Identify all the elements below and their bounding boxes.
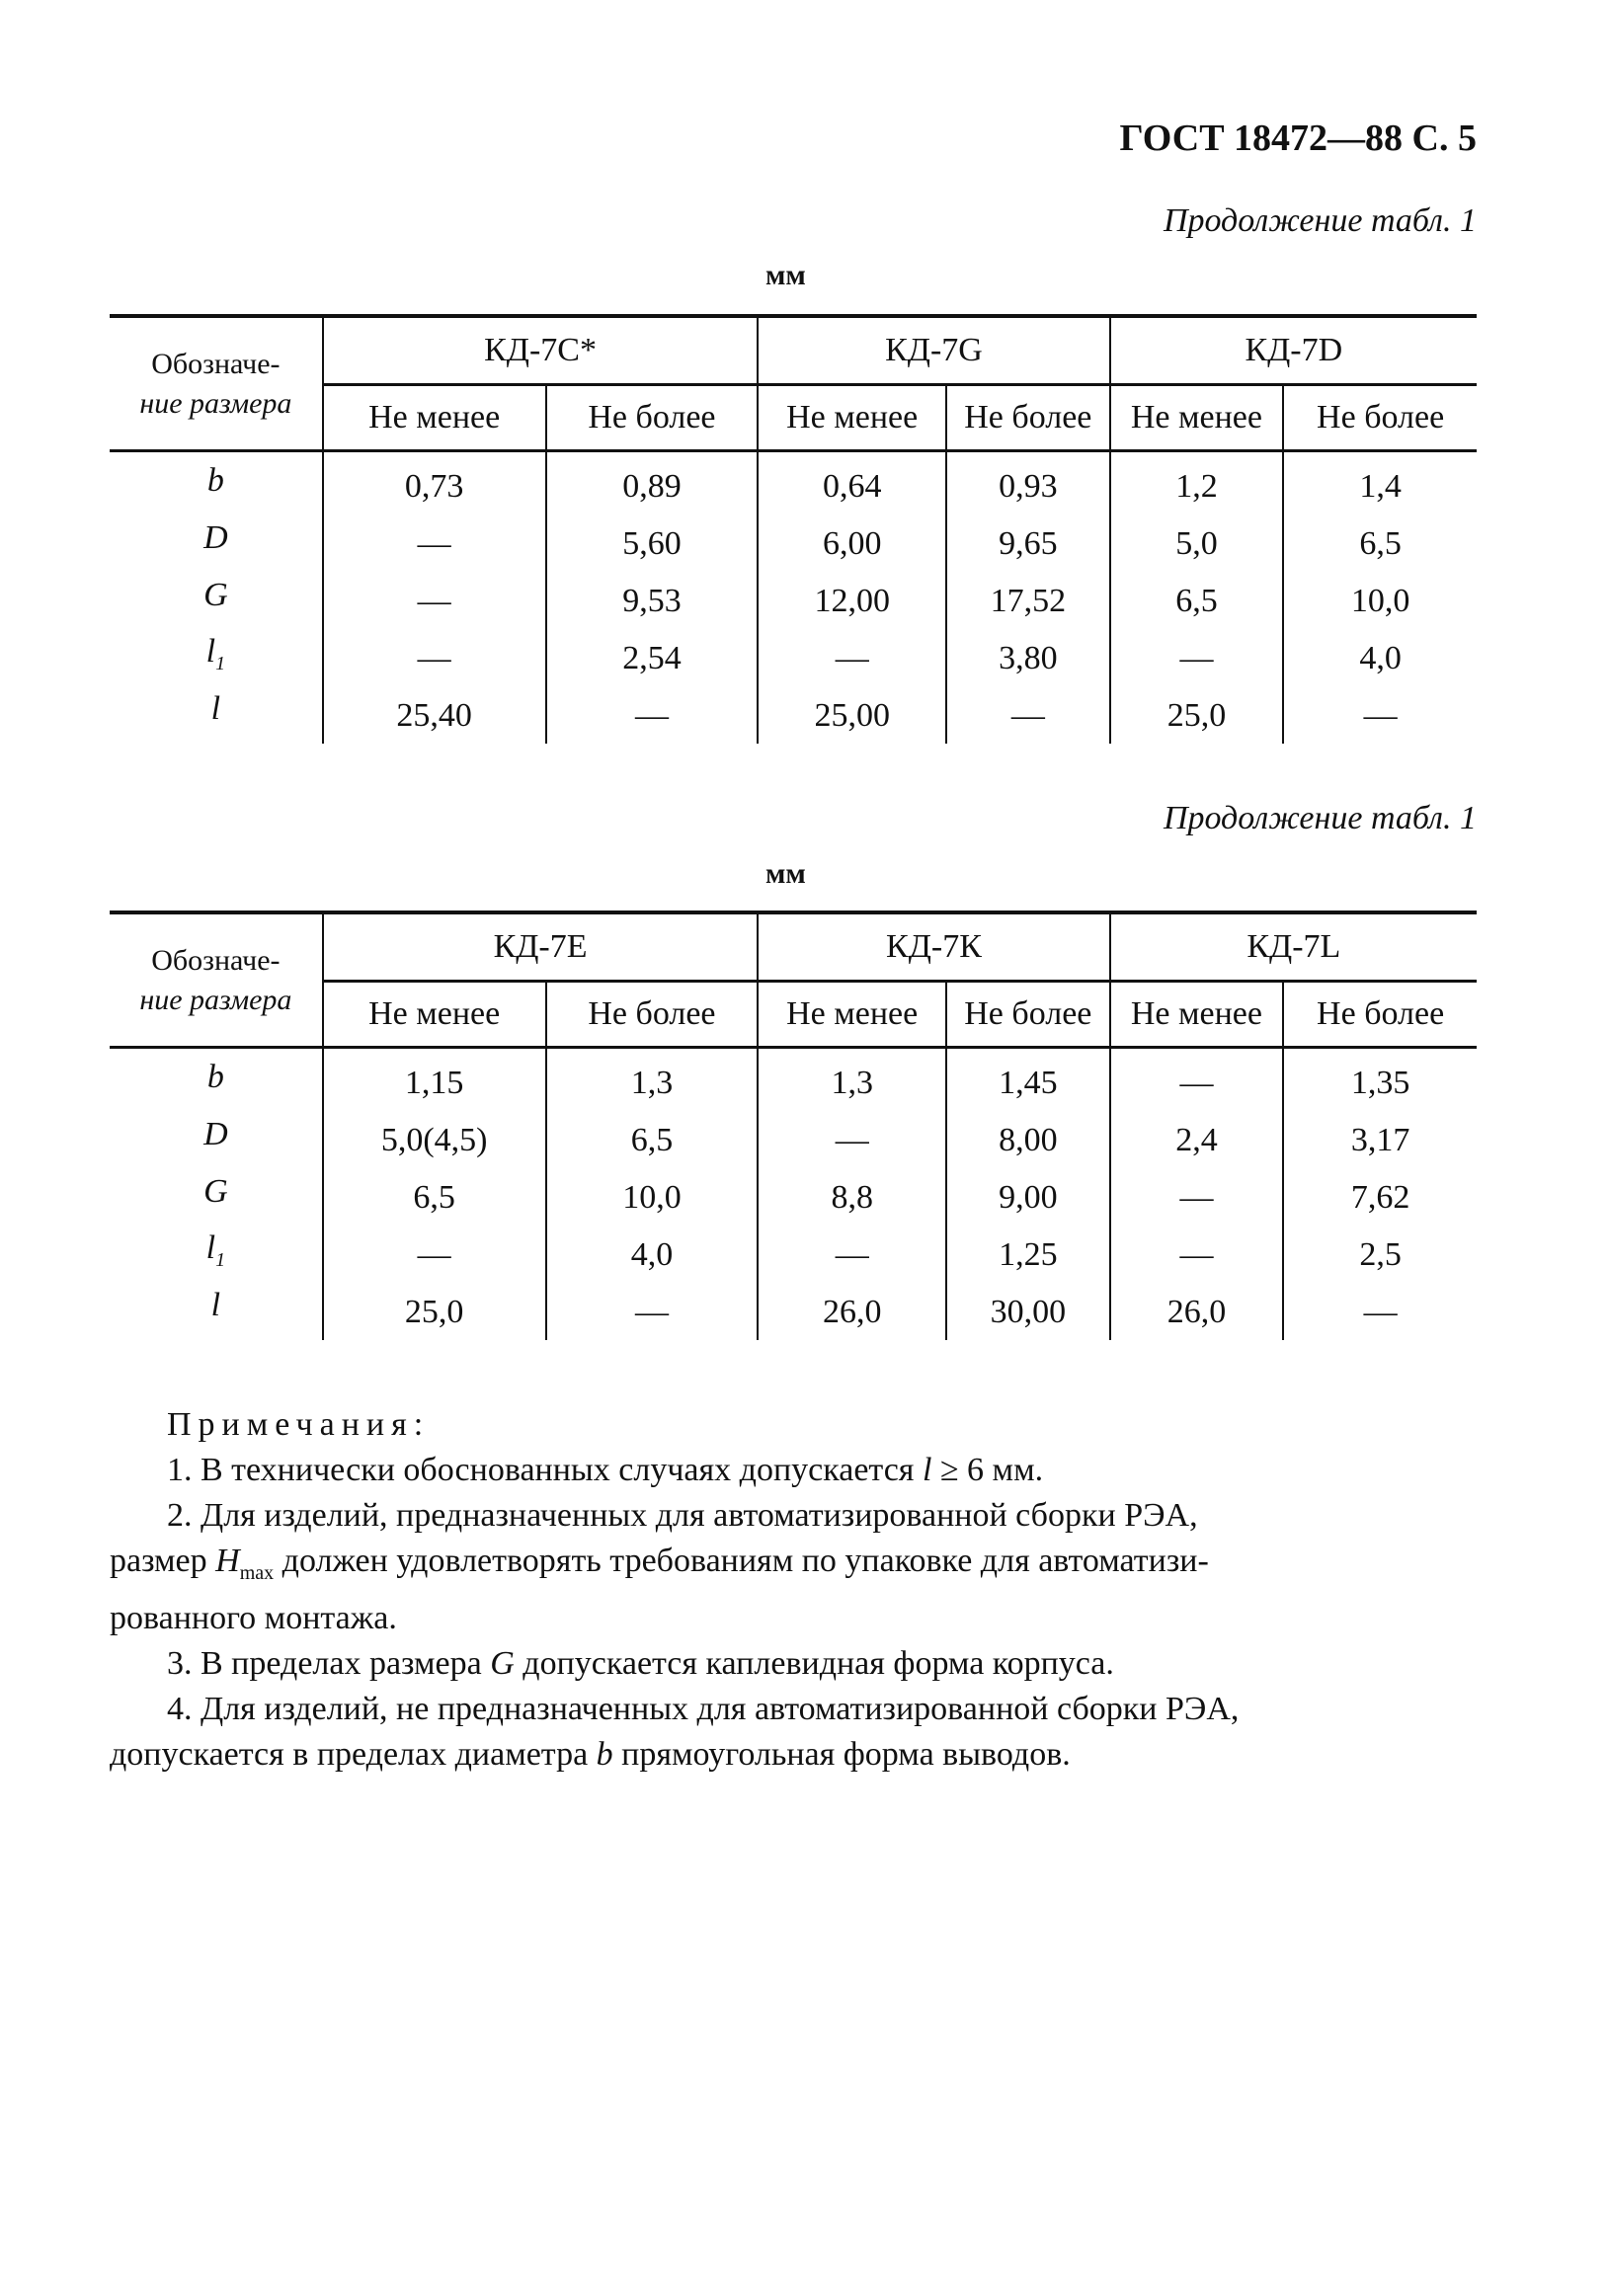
table-cell: — [758, 1226, 946, 1283]
table-cell: 25,0 [323, 1283, 546, 1340]
table-continuation-label: Продолжение табл. 1 [1163, 800, 1477, 836]
note-1: 1. В технически обоснованных случаях допускается l ≥ 6 мм. [167, 1452, 1044, 1488]
subheader: Не более [1283, 385, 1477, 451]
table-cell: 30,00 [946, 1283, 1110, 1340]
table-cell: 5,0 [1110, 515, 1284, 573]
group-header: КД-7К [758, 912, 1109, 982]
table-cell: — [323, 573, 546, 630]
table-cell: 26,0 [1110, 1283, 1284, 1340]
table-cell: 17,52 [946, 573, 1110, 630]
note-2: 2. Для изделий, предназначенных для автоматизированной сборки РЭА, [167, 1497, 1198, 1534]
table-cell: 7,62 [1283, 1169, 1477, 1227]
table-cell: 1,2 [1110, 458, 1284, 515]
table-cell: 1,15 [323, 1055, 546, 1112]
table-cell: 25,00 [758, 686, 946, 744]
table-cell: 1,35 [1283, 1055, 1477, 1112]
row-symbol: $l_1$ [205, 633, 226, 675]
designation-header: Обозначе- ние размера [110, 912, 323, 1048]
subheader: Не более [1283, 982, 1477, 1048]
table-cell: 1,25 [946, 1226, 1110, 1283]
row-symbol: b [206, 1059, 224, 1095]
group-header: КД-7С* [323, 316, 759, 385]
table-cell: — [546, 1283, 759, 1340]
table-cell: 6,5 [1110, 573, 1284, 630]
row-symbol: b [206, 462, 224, 499]
table-cell: 9,53 [546, 573, 759, 630]
subheader: Не более [546, 385, 759, 451]
table-cell: — [1110, 1226, 1284, 1283]
table-cell: 2,5 [1283, 1226, 1477, 1283]
dimensions-table-1 [110, 314, 1477, 744]
note-2-cont: размер $H_{max}$ должен удовлетворять требованиям по упаковке для автоматизи- [110, 1543, 1209, 1584]
subheader: Не менее [323, 385, 546, 451]
row-symbol: l [210, 1287, 221, 1324]
row-symbol: l [210, 690, 221, 728]
table-row [110, 1169, 1477, 1227]
table-cell: 4,0 [546, 1226, 759, 1283]
table-row [110, 629, 1477, 686]
table-cell: — [546, 686, 759, 744]
notes-title: Примечания: [167, 1406, 431, 1443]
note-2-end: рованного монтажа. [110, 1599, 397, 1636]
subheader: Не менее [758, 385, 946, 451]
table-cell: 25,40 [323, 686, 546, 744]
table-cell: 5,0(4,5) [323, 1112, 546, 1169]
table-cell: — [1110, 1169, 1284, 1227]
group-header: КД-7D [1110, 316, 1477, 385]
table-cell: — [1283, 686, 1477, 744]
unit-label: мм [765, 259, 806, 291]
table-cell: — [1110, 1055, 1284, 1112]
table-cell: 0,89 [546, 458, 759, 515]
table-row [110, 1112, 1477, 1169]
subheader: Не менее [758, 982, 946, 1048]
table-row [110, 458, 1477, 515]
page-header: ГОСТ 18472—88 С. 5 [1119, 118, 1477, 159]
note-3: 3. В пределах размера G допускается каплевидная форма корпуса. [167, 1644, 1114, 1682]
table-cell: 1,3 [546, 1055, 759, 1112]
table-row [110, 515, 1477, 573]
table-cell: 3,17 [1283, 1112, 1477, 1169]
designation-header: Обозначе- ние размера [110, 316, 323, 451]
subheader: Не менее [1110, 982, 1284, 1048]
table-row [110, 1283, 1477, 1340]
notes [110, 1402, 1477, 1778]
group-header: КД-7G [758, 316, 1109, 385]
table-cell: 2,54 [546, 629, 759, 686]
table-cell: 6,5 [546, 1112, 759, 1169]
table-row [110, 1055, 1477, 1112]
note-4-cont: допускается в пределах диаметра b прямоугольная форма выводов. [110, 1735, 1071, 1773]
table-cell: 1,4 [1283, 458, 1477, 515]
row-symbol: G [203, 576, 228, 613]
table-cell: 25,0 [1110, 686, 1284, 744]
table-cell: 12,00 [758, 573, 946, 630]
table-cell: 10,0 [546, 1169, 759, 1227]
row-symbol: G [203, 1172, 228, 1210]
group-header: КД-7Е [323, 912, 759, 982]
unit-label: мм [765, 857, 806, 890]
subheader: Не более [946, 982, 1110, 1048]
table-cell: — [1110, 629, 1284, 686]
row-symbol: D [203, 518, 228, 556]
table-cell: 26,0 [758, 1283, 946, 1340]
group-header: КД-7L [1110, 912, 1477, 982]
table-continuation-label: Продолжение табл. 1 [1163, 202, 1477, 239]
table-cell: 0,73 [323, 458, 546, 515]
table-cell: 5,60 [546, 515, 759, 573]
table-cell: 10,0 [1283, 573, 1477, 630]
table-cell: — [323, 1226, 546, 1283]
table-cell: — [758, 1112, 946, 1169]
table-cell: 0,64 [758, 458, 946, 515]
row-symbol: $l_1$ [205, 1229, 226, 1272]
table-cell: 3,80 [946, 629, 1110, 686]
table-cell: — [946, 686, 1110, 744]
table-cell: 0,93 [946, 458, 1110, 515]
table-cell: 1,3 [758, 1055, 946, 1112]
table-cell: — [323, 515, 546, 573]
row-symbol: D [203, 1115, 228, 1152]
table-cell: 8,00 [946, 1112, 1110, 1169]
subheader: Не более [946, 385, 1110, 451]
table-cell: 6,5 [1283, 515, 1477, 573]
table-cell: 2,4 [1110, 1112, 1284, 1169]
table-cell: 6,5 [323, 1169, 546, 1227]
table-cell: — [758, 629, 946, 686]
table-row [110, 1226, 1477, 1283]
table-cell: 8,8 [758, 1169, 946, 1227]
table-row [110, 573, 1477, 630]
note-4: 4. Для изделий, не предназначенных для автоматизированной сборки РЭА, [167, 1690, 1240, 1727]
table-cell: 1,45 [946, 1055, 1110, 1112]
table-cell: — [323, 629, 546, 686]
subheader: Не менее [323, 982, 546, 1048]
table-cell: 9,00 [946, 1169, 1110, 1227]
table-cell: 4,0 [1283, 629, 1477, 686]
table-row [110, 686, 1477, 744]
subheader: Не более [546, 982, 759, 1048]
table-cell: 6,00 [758, 515, 946, 573]
dimensions-table-2 [110, 910, 1477, 1340]
table-cell: — [1283, 1283, 1477, 1340]
subheader: Не менее [1110, 385, 1284, 451]
table-cell: 9,65 [946, 515, 1110, 573]
